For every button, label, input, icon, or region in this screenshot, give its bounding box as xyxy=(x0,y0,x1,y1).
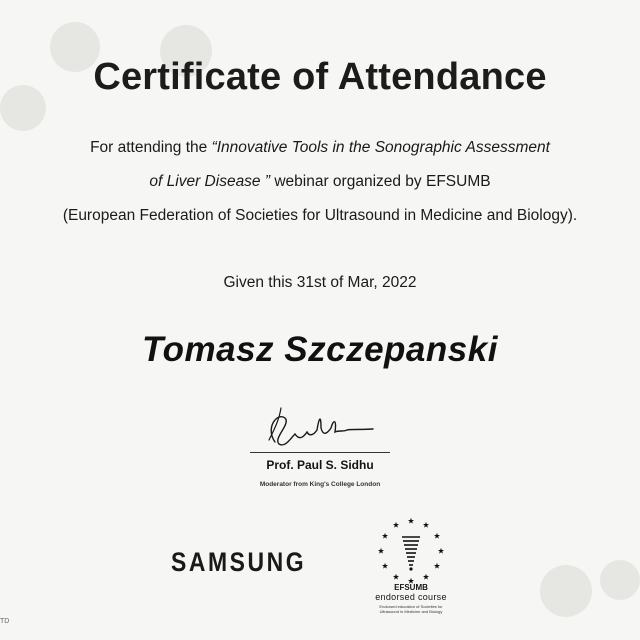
efsumb-star-icon xyxy=(434,563,440,569)
course-title-part2: of Liver Disease ” xyxy=(149,173,271,190)
samsung-logo: SAMSUNG xyxy=(171,547,307,577)
certificate-title: Certificate of Attendance xyxy=(93,56,547,98)
given-date: Given this 31st of Mar, 2022 xyxy=(223,274,417,291)
course-title-part1: “Innovative Tools in the Sonographic Assessment xyxy=(211,139,550,156)
attendance-line xyxy=(0,139,640,157)
organization-full-name: (European Federation of Societies for Ultrasound in Medicine and Biology). xyxy=(62,207,578,224)
efsumb-small-text-1: Endorsed education of Societies for xyxy=(379,604,443,609)
efsumb-star-icon xyxy=(382,563,388,569)
efsumb-star-icon xyxy=(382,533,388,539)
signature-line xyxy=(250,452,390,453)
organizer-line xyxy=(0,173,640,191)
signature-icon xyxy=(255,398,390,458)
efsumb-endorsement-logo xyxy=(368,515,454,615)
organizer-text: webinar organized by EFSUMB xyxy=(270,173,491,190)
scan-blot xyxy=(540,565,592,617)
scan-blot xyxy=(600,560,640,600)
attendance-prefix: For attending the xyxy=(90,139,212,156)
efsumb-star-icon xyxy=(423,574,429,580)
moderator-role: Moderator from King's College London xyxy=(259,481,381,488)
efsumb-endorsed-text: endorsed course xyxy=(375,592,447,602)
efsumb-star-icon xyxy=(438,548,444,554)
efsumb-star-icon xyxy=(378,548,384,554)
efsumb-star-icon xyxy=(423,522,429,528)
efsumb-star-icon xyxy=(393,522,399,528)
efsumb-star-icon xyxy=(434,533,440,539)
moderator-name: Prof. Paul S. Sidhu xyxy=(266,458,374,472)
efsumb-star-ring-icon xyxy=(368,515,454,585)
efsumb-star-icon xyxy=(393,574,399,580)
efsumb-star-icon xyxy=(408,518,414,524)
recipient-name: Tomasz Szczepanski xyxy=(142,330,498,369)
efsumb-small-text-2: Ultrasound in Medicine and Biology xyxy=(379,609,443,614)
efsumb-name: EFSUMB xyxy=(394,583,428,592)
corner-mark: TD xyxy=(0,618,10,625)
